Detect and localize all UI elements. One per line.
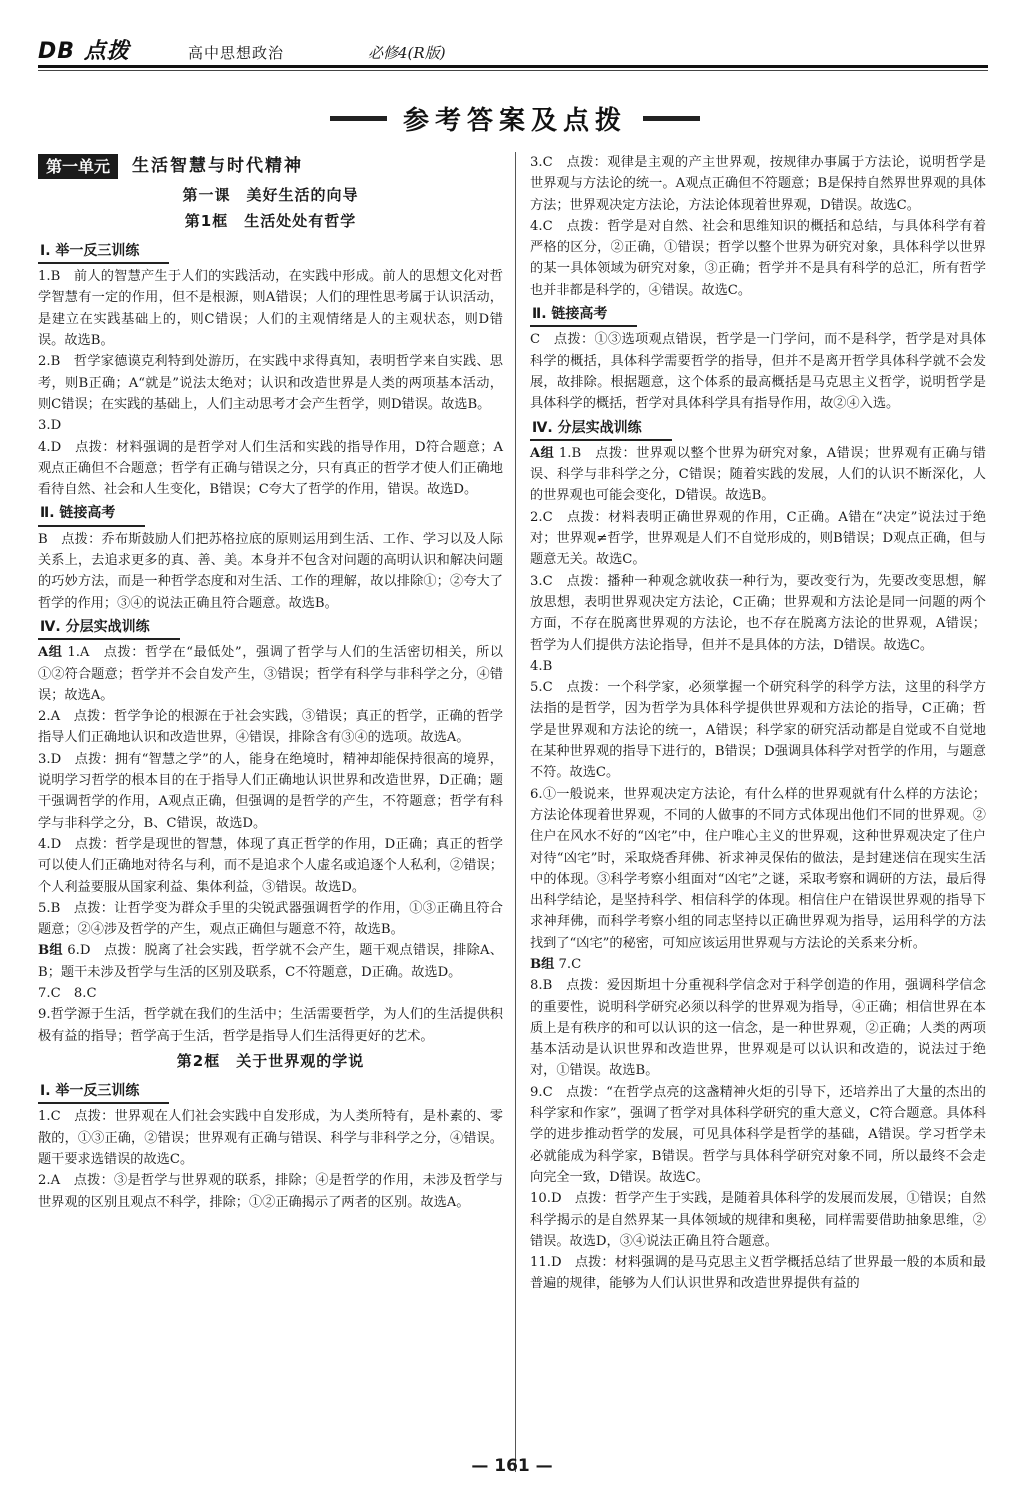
- answer-item: 4.B: [530, 658, 553, 674]
- header-rule: [38, 65, 988, 68]
- answer-item: 7.C 8.C: [38, 985, 97, 1001]
- subject-title: 高中思想政治: [188, 44, 285, 62]
- unit-tag: 第一单元: [38, 154, 118, 179]
- group-label: B组: [530, 956, 555, 972]
- answer-item: 2.A 点拨：哲学争论的根源在于社会实践，③错误；真正的哲学，正确的哲学指导人们正确地认识和改造世界，④错误，排除含有③④的选项。故选A。: [38, 709, 503, 746]
- answer-item: 3.D 点拨：拥有“智慧之学”的人，能身在绝境时，精神却能保持很高的境界，说明学习哲学的根本目的在于指导人们正确地认识世界和改造世界，D正确；题干强调哲学的作用，A观点正确，但强调的是哲学的产生，不符题意；哲学有科学与非科学之分，B、C错误，故选D。: [38, 751, 503, 831]
- answer-text: 1.A 点拨：哲学在“最低处”，强调了哲学与人们的生活密切相关，所以①②符合题意；哲学并不会自发产生，③错误；哲学有科学与非科学之分，④错误；故选A。: [38, 645, 503, 703]
- unit-name: 生活智慧与时代精神: [132, 156, 304, 176]
- answer-item: 6.①一般说来，世界观决定方法论，有什么样的世界观就有什么样的方法论；方法论体现着世界观，不同的人做事的不同方式体现出他们不同的世界观。②住户在风水不好的“凶宅”中，住户唯心主义的世界观，这种世界观决定了住户对待“凶宅”时，采取烧香拜佛、祈求神灵保佑的做法，是封建迷信在现实生活中的体现。③科学考察小组面对“凶宅”之谜，采取考察和调研的方法，最后得出科学结论，是坚持科学、相信科学的体现。相信住户在错误世界观的指导下求神拜佛，而科学考察小组的同志坚持以正确世界观为指导，运用科学的方法找到了“凶宅”的秘密，可知应该运用世界观与方法论的关系来分析。: [530, 786, 986, 951]
- answer-item: 1.B 前人的智慧产生于人们的实践活动，在实践中形成。前人的思想文化对哲学智慧有一定的作用，但不是根源，则A错误；人们的理性思考属于认识活动，是建立在实践基础上的，则C错误；人们的主观情绪是人的主观状态，则D错误。故选B。: [38, 269, 503, 349]
- answer-item: 4.D 点拨：哲学是现世的智慧，体现了真正哲学的作用，D正确；真正的哲学可以使人们正确地对待名与利，而不是追求个人虚名或追逐个人私利，②错误；个人利益要服从国家利益、集体利益，③错误。故选D。: [38, 836, 503, 895]
- answer-item: [38, 642, 503, 706]
- answer-item: 3.C 点拨：观律是主观的产主世界观，按规律办事属于方法论，说明哲学是世界观与方法论的统一。A观点正确但不符题意；B是保持自然界世界观的具体方法；世界观决定方法论，方法论体现着世界观，D错误。故选C。: [530, 155, 986, 213]
- answer-item: 2.A 点拨：③是哲学与世界观的联系，排除；④是哲学的作用，未涉及哲学与世界观的区别且观点不科学，排除；①②正确揭示了两者的区别。故选A。: [38, 1173, 503, 1210]
- answer-text: 7.C: [558, 956, 582, 972]
- answer-item: 3.D: [38, 418, 62, 434]
- section-heading: Ⅰ. 举一反三训练: [38, 1081, 169, 1104]
- answer-item: 4.C 点拨：哲学是对自然、社会和思维知识的概括和总结，与具体科学有着严格的区分，②正确，①错误；哲学以整个世界为研究对象，具体科学以世界的某一具体领域为研究对象，③正确；哲学并不是具有科学的总汇，所有哲学也并非都是科学的，④错误。故选C。: [530, 218, 986, 298]
- left-column: [38, 152, 503, 1213]
- answer-banner: [330, 98, 700, 138]
- section-heading: Ⅰ. 举一反三训练: [38, 241, 169, 264]
- answer-item: 11.D 点拨：材料强调的是马克思主义哲学概括总结了世界最一般的本质和最普遍的规律，能够为人们认识世界和改造世界提供有益的: [530, 1255, 986, 1292]
- unit-heading: [38, 154, 503, 179]
- answer-item: 4.D 点拨：材料强调的是哲学对人们生活和实践的指导作用，D符合题意；A观点正确但不合题意；哲学有正确与错误之分，只有真正的哲学才使人们正确地看待自然、社会和人生变化，B错误；C夸大了哲学的作用，错误。故选D。: [38, 439, 503, 498]
- lesson-title: 第一课 美好生活的向导: [182, 186, 359, 205]
- answer-text: 6.D 点拨：脱离了社会实践，哲学就不会产生，题干观点错误，排除A、B；题干未涉及哲学与生活的区别及联系，C不符题意，D正确。故选D。: [38, 943, 503, 980]
- answer-item: 9.C 点拨：“在哲学点亮的这盏精神火炬的引导下，还培养出了大量的杰出的科学家和作家”，强调了哲学对具体科学研究的重大意义，C符合题意。具体科学的进步推动哲学的发展，可见具体科学是哲学的基础，A错误。学习哲学未必就能成为科学家，B错误。哲学与具体科学研究对象不同，所以最终不会走向完全一致，D错误。故选C。: [530, 1084, 986, 1185]
- answer-item: 10.D 点拨：哲学产生于实践，是随着具体科学的发展而发展，①错误；自然科学揭示的是自然界某一具体领域的规律和奥秘，同样需要借助抽象思维，②错误。故选D，③④说法正确且符合题意。: [530, 1191, 986, 1249]
- page-number: — 161 —: [471, 1456, 553, 1476]
- header-rule-thin: [38, 70, 988, 71]
- answer-item: 8.B 点拨：爱因斯坦十分重视科学信念对于科学创造的作用，强调科学信念的重要性，说明科学研究必须以科学的世界观为指导，④正确；相信世界在本质上是有秩序的和可以认识的这一信念，是一种世界观，②正确；人类的两项基本活动是认识世界和改造世界，世界观是可以认识和改造的，说法过于绝对，①错误。故选B。: [530, 978, 986, 1079]
- answer-item: [530, 954, 986, 975]
- edition-label: 必修4(R版): [368, 44, 446, 62]
- column-divider: [515, 152, 516, 1472]
- group-label: A组: [38, 645, 63, 661]
- publisher-logo: DB 点拨: [38, 38, 130, 64]
- answer-item: 2.C 点拨：材料表明正确世界观的作用，C正确。A错在“决定”说法过于绝对；世界观≠哲学，世界观是人们不自觉形成的，则B错误；D观点正确，但与题意无关。故选C。: [530, 509, 986, 568]
- group-label: B组: [38, 943, 63, 959]
- answer-text: 1.B 点拨：世界观以整个世界为研究对象，A错误；世界观有正确与错误、科学与非科学之分，C错误；随着实践的发展，人们的认识不断深化，人的世界观也可能会变化，D错误。故选B。: [530, 445, 986, 504]
- section-heading: Ⅱ. 链接高考: [530, 304, 637, 327]
- answer-item: 5.B 点拨：让哲学变为群众手里的尖锐武器强调哲学的作用，①③正确且符合题意；②④涉及哲学的产生，观点正确但与题意不符，故选B。: [38, 900, 503, 938]
- section-heading: Ⅳ. 分层实战训练: [38, 617, 180, 640]
- group-label: A组: [530, 445, 555, 461]
- answer-item: C 点拨：①③选项观点错误，哲学是一门学问，而不是科学，哲学是对具体科学的概括，具体科学需要哲学的指导，但并不是离开哲学具体科学就不会发展，故排除。根据题意，这个体系的最高概括是马克思主义哲学，说明哲学是具体科学的概括，哲学对具体科学具有指导作用，故②④入选。: [530, 332, 986, 412]
- page-header: [38, 34, 988, 74]
- section-heading: Ⅱ. 链接高考: [38, 503, 145, 526]
- answer-item: 1.C 点拨：世界观在人们社会实践中自发形成，为人类所特有，是朴素的、零散的，①③正确，②错误；世界观有正确与错误、科学与非科学之分，④错误。题干要求选错误的故选C。: [38, 1109, 503, 1168]
- frame-title: 第2框 关于世界观的学说: [176, 1051, 365, 1070]
- answer-item: 3.C 点拨：播种一种观念就收获一种行为，要改变行为，先要改变思想，解放思想，表明世界观决定方法论，C正确；世界观和方法论是同一问题的两个方面，不存在脱离世界观的方法论，也不存在脱离方法论的世界观，A错误；哲学为人们提供方法论指导，但并不是具体的方法，D错误。故选C。: [530, 573, 986, 653]
- section-heading: Ⅳ. 分层实战训练: [530, 418, 672, 441]
- answer-item: B 点拨：乔布斯鼓励人们把苏格拉底的原则运用到生活、工作、学习以及人际关系上，去追求更多的真、善、美。本身并不包含对问题的高明认识和解决问题的巧妙方法，而是一种哲学态度和对生活、工作的理解，故以排除①；②夸大了哲学的作用；③④的说法正确且符合题意。故选B。: [38, 531, 503, 611]
- answer-item: [530, 443, 986, 507]
- answer-item: 5.C 点拨：一个科学家，必须掌握一个研究科学的科学方法，这里的科学方法指的是哲学，因为哲学为具体科学提供世界观和方法论的指导，C正确；哲学是世界观和方法论的统一，A错误；科学家的研究活动都是自觉或不自觉地在某种世界观的指导下进行的，B错误；D强调具体科学对哲学的作用，与题意不符。故选C。: [530, 680, 986, 781]
- right-column: [530, 152, 986, 1295]
- banner-title: 参考答案及点拨: [387, 100, 643, 137]
- frame-title: 第1框 生活处处有哲学: [184, 211, 357, 230]
- answer-item: 9.哲学源于生活，哲学就在我们的生活中；生活需要哲学，为人们的生活提供积极有益的指导；哲学高于生活，哲学是指导人们生活得更好的艺术。: [38, 1007, 503, 1044]
- answer-item: 2.B 哲学家德谟克利特到处游历，在实践中求得真知，表明哲学来自实践、思考，则B正确；A“就是”说法太绝对；认识和改造世界是人类的两项基本活动，则C错误；在实践的基础上，人们主动思考才会产生哲学，则D错误。故选B。: [38, 354, 503, 412]
- answer-item: [38, 940, 503, 983]
